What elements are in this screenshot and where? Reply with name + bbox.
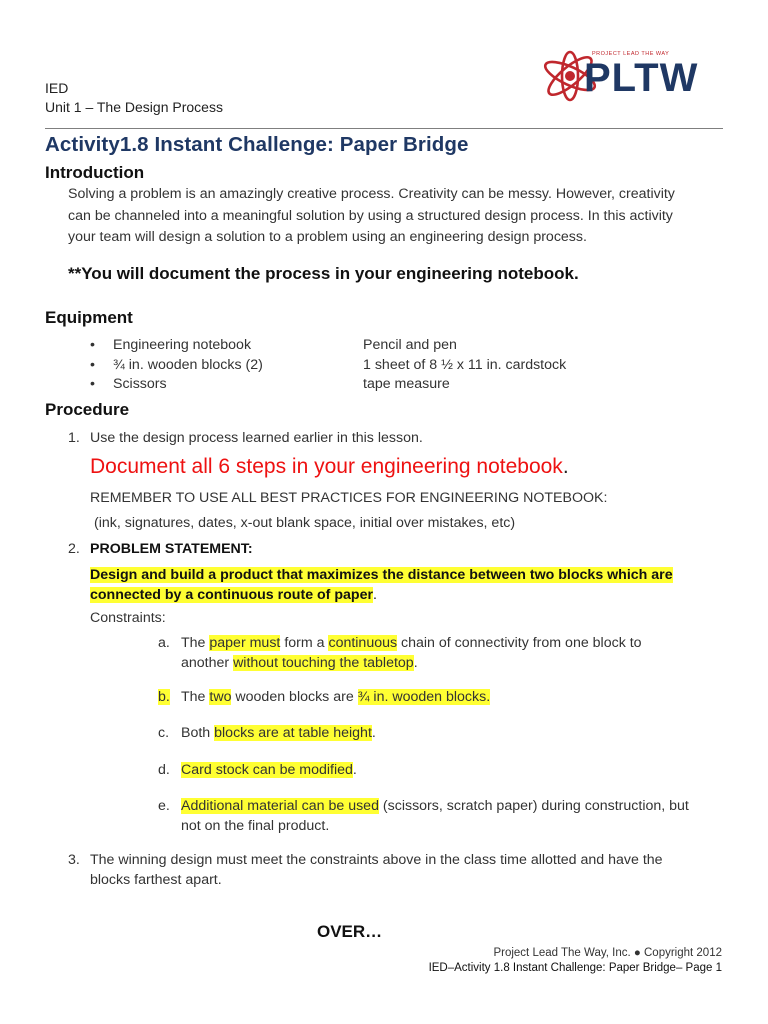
remember-detail: (ink, signatures, dates, x-out blank space, initial over mistakes, etc) bbox=[94, 515, 516, 531]
list-item: • ¾ in. wooden blocks (2) 1 sheet of 8 ½ x 11 in. cardstock bbox=[90, 356, 567, 373]
unit-label: Unit 1 – The Design Process bbox=[45, 99, 223, 115]
list-item: • Engineering notebook Pencil and pen bbox=[90, 337, 457, 353]
equipment-list bbox=[90, 336, 567, 395]
constraint-a-marker: a. bbox=[158, 635, 170, 651]
introduction-text bbox=[68, 184, 728, 249]
constraint-a: The paper must form a continuous chain of connectivity from one block to another without touching the tabletop. bbox=[181, 635, 642, 671]
constraint-d-marker: d. bbox=[158, 762, 170, 778]
constraint-b: The two wooden blocks are ¾ in. wooden blocks. bbox=[181, 689, 491, 705]
constraint-e-marker: e. bbox=[158, 798, 170, 814]
constraint-c: Both blocks are at table height. bbox=[181, 725, 376, 741]
step-1-text: Use the design process learned earlier in this lesson. bbox=[90, 430, 423, 446]
problem-statement-label: PROBLEM STATEMENT: bbox=[90, 541, 253, 557]
step-2-number: 2. bbox=[68, 541, 80, 557]
intro-line: Solving a problem is an amazingly creative process. Creativity can be messy. However, creativity bbox=[68, 186, 675, 202]
title-rule bbox=[45, 128, 723, 129]
footer-page: IED–Activity 1.8 Instant Challenge: Paper Bridge– Page 1 bbox=[428, 962, 722, 974]
step-3-number: 3. bbox=[68, 852, 80, 868]
intro-line: can be channeled into a meaningful solution by using a structured design process. In this activity bbox=[68, 207, 673, 224]
page-title: Activity1.8 Instant Challenge: Paper Bridge bbox=[45, 133, 469, 156]
notebook-callout: **You will document the process in your engineering notebook. bbox=[68, 264, 579, 283]
over-label: OVER… bbox=[317, 922, 383, 941]
introduction-heading: Introduction bbox=[45, 163, 145, 182]
equipment-heading: Equipment bbox=[45, 308, 133, 327]
list-item: • Scissors tape measure bbox=[90, 376, 450, 392]
constraint-b-marker: b. bbox=[158, 689, 170, 705]
constraint-c-marker: c. bbox=[158, 725, 170, 741]
constraint-d: Card stock can be modified. bbox=[181, 762, 357, 778]
pltw-logo bbox=[540, 44, 730, 106]
problem-statement: Design and build a product that maximizes the distance between two blocks which are connected by a continuous route of paper. bbox=[90, 567, 673, 603]
footer-copyright: Project Lead The Way, Inc. ● Copyright 2012 bbox=[493, 947, 722, 959]
intro-line: your team will design a solution to a problem using an engineering design process. bbox=[68, 229, 587, 245]
logo-brand: PLTW bbox=[584, 56, 699, 100]
step-1-number: 1. bbox=[68, 430, 80, 446]
document-steps-note: Document all 6 steps in your engineering notebook. bbox=[90, 455, 569, 478]
constraint-e: Additional material can be used (scissors, scratch paper) during construction, but not on the final product. bbox=[181, 798, 689, 834]
remember-note: REMEMBER TO USE ALL BEST PRACTICES FOR ENGINEERING NOTEBOOK: bbox=[90, 490, 608, 506]
step-3-text: The winning design must meet the constraints above in the class time allotted and have the blocks farthest apart. bbox=[90, 852, 663, 888]
procedure-heading: Procedure bbox=[45, 400, 130, 419]
course-label: IED bbox=[45, 80, 69, 96]
constraints-label: Constraints: bbox=[90, 610, 166, 626]
logo-tagline: PROJECT LEAD THE WAY bbox=[592, 51, 670, 57]
